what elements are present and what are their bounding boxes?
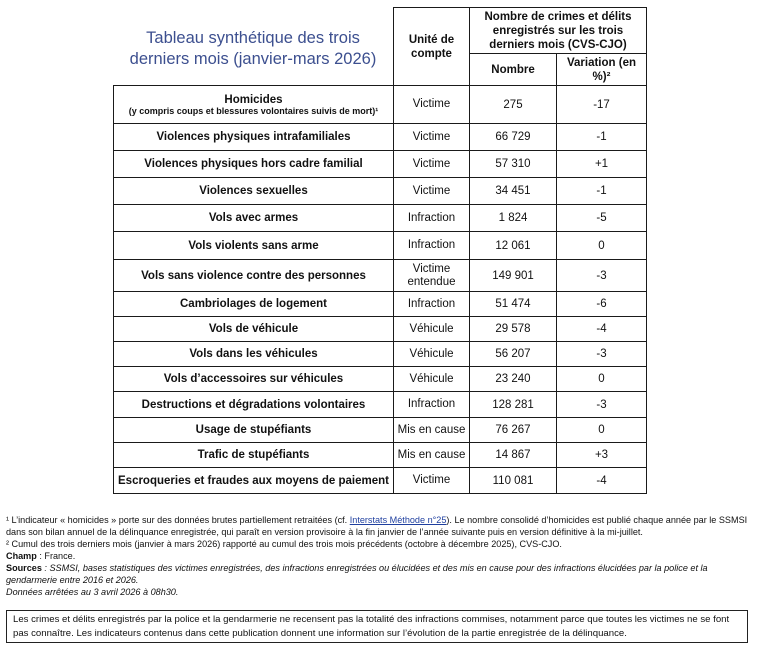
row-count: 1 824 xyxy=(470,205,557,232)
row-count: 51 474 xyxy=(470,292,557,317)
row-label-text: Vols d’accessoires sur véhicules xyxy=(163,373,344,385)
row-label xyxy=(114,292,394,317)
row-unit: Victime xyxy=(394,124,470,151)
row-label-text: Vols avec armes xyxy=(208,212,299,224)
row-count: 57 310 xyxy=(470,151,557,178)
row-variation: -1 xyxy=(557,124,647,151)
row-count: 149 901 xyxy=(470,260,557,292)
row-unit: Victime xyxy=(394,86,470,124)
champ-note xyxy=(6,550,754,562)
row-variation: -4 xyxy=(557,317,647,342)
row-label-text: Escroqueries et fraudes aux moyens de paiement xyxy=(118,474,389,487)
interstats-link[interactable]: Interstats Méthode n°25 xyxy=(349,515,447,525)
table-row xyxy=(114,260,647,292)
sources-text: : SSMSI, bases statistiques des victimes enregistrées, des infractions enregistrées ou élucidées et des mis en cause pour des infractions élucidées par la police et la gendarmerie entre 2016 et 2026. xyxy=(6,563,708,585)
row-label xyxy=(114,178,394,205)
champ-label: Champ xyxy=(6,551,37,561)
row-label xyxy=(114,367,394,392)
row-label xyxy=(114,124,394,151)
table-row xyxy=(114,178,647,205)
row-label xyxy=(114,342,394,367)
table-row xyxy=(114,124,647,151)
table-row xyxy=(114,317,647,342)
footnote-1-rest: ). Le nombre consolidé d’homicides est publié chaque année par le SSMSI dans son bilan annuel de la délinquance enregistrée, qui paraît en version provisoire à la fin janvier de l’année suivante puis en version définitive à la mi-juillet. xyxy=(6,515,748,537)
disclaimer-box: Les crimes et délits enregistrés par la police et la gendarmerie ne recensent pas la totalité des infractions commises, notamment parce que toutes les victimes ne se font pas connaître. Les indicateurs contenus dans cette publication donnent une information sur l’évolution de la partie enregistrée de la délinquance. xyxy=(6,610,748,643)
header-unit: Unité de compte xyxy=(394,8,470,86)
table-row xyxy=(114,443,647,468)
row-label xyxy=(114,418,394,443)
header-group: Nombre de crimes et délits enregistrés sur les trois derniers mois (CVS-CJO) xyxy=(470,8,647,54)
header-variation: Variation (en %)² xyxy=(557,54,647,86)
row-variation: 0 xyxy=(557,418,647,443)
row-label-text: Vols dans les véhicules xyxy=(189,348,318,360)
header-count: Nombre xyxy=(470,54,557,86)
row-label xyxy=(114,232,394,260)
data-date: Données arrêtées au 3 avril 2026 à 08h30. xyxy=(6,587,179,597)
row-variation: -3 xyxy=(557,392,647,418)
row-unit: Infraction xyxy=(394,232,470,260)
summary-table xyxy=(113,7,647,494)
row-label xyxy=(114,260,394,292)
row-count: 23 240 xyxy=(470,367,557,392)
row-unit: Mis en cause xyxy=(394,443,470,468)
table-row xyxy=(114,392,647,418)
row-count: 14 867 xyxy=(470,443,557,468)
row-unit: Victime xyxy=(394,178,470,205)
row-variation: +3 xyxy=(557,443,647,468)
row-unit: Infraction xyxy=(394,292,470,317)
row-label-text: Violences physiques hors cadre familial xyxy=(144,158,363,170)
row-label-text: Violences physiques intrafamiliales xyxy=(156,131,351,143)
row-label xyxy=(114,151,394,178)
footnote-2: ² Cumul des trois derniers mois (janvier à mars 2026) rapporté au cumul des trois mois précédents (octobre à décembre 2025), CVS-CJO. xyxy=(6,539,562,549)
row-label-text: Usage de stupéfiants xyxy=(195,424,312,436)
row-count: 275 xyxy=(470,86,557,124)
row-label xyxy=(114,443,394,468)
row-variation: -17 xyxy=(557,86,647,124)
row-count: 128 281 xyxy=(470,392,557,418)
table-row xyxy=(114,205,647,232)
row-unit: Infraction xyxy=(394,205,470,232)
row-unit: Véhicule xyxy=(394,367,470,392)
row-label-text: Destructions et dégradations volontaires xyxy=(141,398,366,411)
table-row xyxy=(114,342,647,367)
row-count: 76 267 xyxy=(470,418,557,443)
sources-label: Sources xyxy=(6,563,42,573)
row-unit: Mis en cause xyxy=(394,418,470,443)
row-count: 66 729 xyxy=(470,124,557,151)
footnote-1-text: ¹ L’indicateur « homicides » porte sur des données brutes partiellement retraitées (cf. xyxy=(6,515,350,525)
row-variation: 0 xyxy=(557,367,647,392)
row-label-text: Vols de véhicule xyxy=(208,323,299,335)
row-label xyxy=(114,317,394,342)
title-spacer xyxy=(114,8,394,86)
row-label-text: Vols sans violence contre des personnes xyxy=(141,269,366,282)
table-title: Tableau synthétique des trois derniers mois (janvier-mars 2026) xyxy=(129,29,377,68)
row-unit: Véhicule xyxy=(394,317,470,342)
row-unit: Véhicule xyxy=(394,342,470,367)
row-count: 34 451 xyxy=(470,178,557,205)
row-variation: -3 xyxy=(557,342,647,367)
footnote-1 xyxy=(6,514,754,538)
row-label-text: Homicides xyxy=(224,93,283,106)
table-row xyxy=(114,367,647,392)
row-unit: Infraction xyxy=(394,392,470,418)
row-label xyxy=(114,86,394,124)
row-variation: -3 xyxy=(557,260,647,292)
row-label-text: Cambriolages de logement xyxy=(180,298,327,310)
row-variation: 0 xyxy=(557,232,647,260)
row-count: 12 061 xyxy=(470,232,557,260)
row-variation: -5 xyxy=(557,205,647,232)
champ-text: : France. xyxy=(36,551,76,561)
row-label-text: Trafic de stupéfiants xyxy=(197,449,310,461)
row-label xyxy=(114,205,394,232)
table-row xyxy=(114,151,647,178)
row-label-sub: (y compris coups et blessures volontaires suivis de mort)¹ xyxy=(128,105,379,116)
table-row xyxy=(114,292,647,317)
row-variation: -6 xyxy=(557,292,647,317)
row-label xyxy=(114,468,394,494)
row-count: 110 081 xyxy=(470,468,557,494)
footnotes xyxy=(6,514,754,598)
row-count: 29 578 xyxy=(470,317,557,342)
row-variation: +1 xyxy=(557,151,647,178)
sources-note xyxy=(6,562,754,586)
row-variation: -4 xyxy=(557,468,647,494)
row-unit: Victime xyxy=(394,468,470,494)
row-variation: -1 xyxy=(557,178,647,205)
table-row xyxy=(114,468,647,494)
row-label xyxy=(114,392,394,418)
row-unit: Victime entendue xyxy=(394,260,470,292)
table-row xyxy=(114,232,647,260)
table-row xyxy=(114,418,647,443)
row-unit: Victime xyxy=(394,151,470,178)
row-label-text: Vols violents sans arme xyxy=(188,239,319,252)
row-count: 56 207 xyxy=(470,342,557,367)
table-row xyxy=(114,86,647,124)
row-label-text: Violences sexuelles xyxy=(199,185,308,197)
